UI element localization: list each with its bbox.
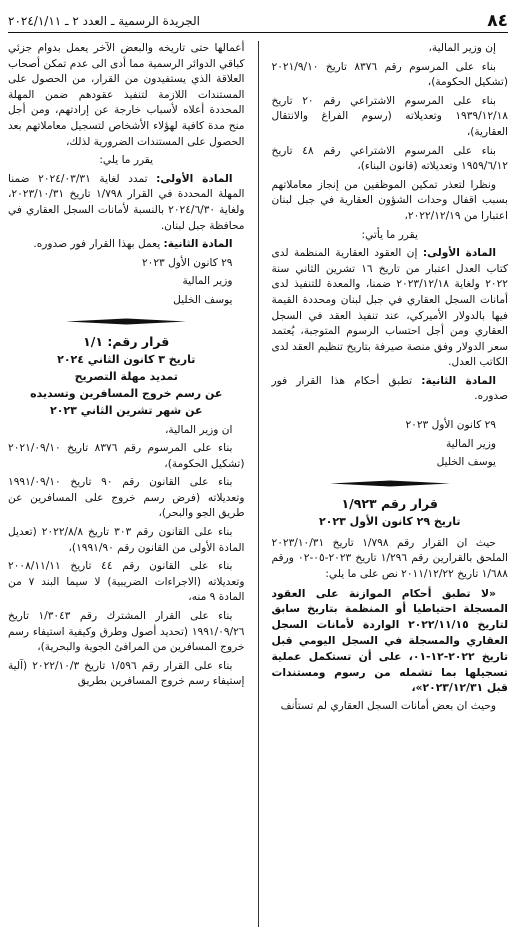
article-label: المادة الأولى: xyxy=(422,247,496,260)
article-label: المادة الثانية: xyxy=(421,374,496,387)
left-column xyxy=(8,41,251,927)
decision-title: قرار رقم ١/٩٢٣ xyxy=(341,495,438,511)
divider-ornament-icon xyxy=(66,318,186,325)
recital: ونظرا لتعذر تمكين الموظفين من إنجاز معاملاتهم بسبب اقفال وحدات الشؤون العقارية في جبل لبنان اعتبارا من ٢٠٢٢/١٢/١٩، xyxy=(271,178,508,222)
right-column xyxy=(266,41,509,927)
decision-date: تاريخ ٣ كانون الثاني ٢٠٢٤ xyxy=(57,352,196,366)
recital: بناء على المرسوم رقم ٨٣٧٦ تاريخ ٢٠٢١/٩/١٠ (تشكيل الحكومة)، xyxy=(271,60,508,89)
article-2 xyxy=(272,374,509,405)
recital: بناء على القانون رقم ٣٠٣ تاريخ ٢٠٢٢/٨/٨ (تعديل المادة الأولى من القانون رقم ١٩٩١/٩٠)، xyxy=(8,526,245,554)
intro-line: إن وزير المالية، xyxy=(428,42,496,54)
decides-line: يقرر ما يلي: xyxy=(99,154,154,167)
recital: بناء على المرسوم الاشتراعي رقم ٤٨ تاريخ ١٩٥٩/٦/١٢ وتعديلاته (قانون البناء)، xyxy=(271,144,508,173)
recital: بناء على القانون رقم ٤٤ تاريخ ٢٠٠٨/١١/١١ وتعديلاته (الاجراءات الضريبية) لا سيما البند ٧ من المادة ٩ منه، xyxy=(8,560,245,604)
article-label: المادة الثانية: xyxy=(163,238,233,251)
article-text: إن العقود العقارية المنظمة لدى كتاب العدل اعتبار من تاريخ ١٦ تشرين الثاني سنة ٢٠٢٢ ولغاية ٢٠٢٣/١٢/١٨ ضمنا، والمعدة للتنفيذ لدى أمانات السجل العقاري في جبل لبنان ومحددة القيمة فيها بالدولار الأميركي، عند تنفيذ العقد في السجل العقاري ومن أجل احتساب الرسوم المتوجبة، يُعتمد سعر الدولار وفق منصة صيرفة بتاريخ تنظيم العقد لدى الكاتب العدل. xyxy=(271,247,508,369)
article-label: المادة الأولى: xyxy=(156,172,233,185)
page-number: ٨٤ xyxy=(487,11,508,31)
article-1 xyxy=(8,172,245,234)
page-header xyxy=(8,6,508,33)
article-text: تطبق أحكام هذا القرار فور صدوره. xyxy=(271,374,508,403)
article-text: يعمل بهذا القرار فور صدوره. xyxy=(33,238,161,251)
article-1 xyxy=(272,246,509,371)
decision-subject: تمديد مهلة التصريح xyxy=(74,369,178,383)
intro-line: ان وزير المالية، xyxy=(164,423,233,436)
signatory-name: يوسف الخليل xyxy=(436,456,496,469)
decision-subject: عن رسم خروج المسافرين وتسديده xyxy=(30,386,223,400)
decides-line: يقرر ما يأتي: xyxy=(361,228,418,241)
section-divider xyxy=(8,315,245,329)
recital: بناء على المرسوم رقم ٨٣٧٦ تاريخ ٢٠٢١/٠٩/١٠ (تشكيل الحكومة)، xyxy=(8,442,245,470)
signatory-office: وزير المالية xyxy=(445,437,496,450)
column-separator xyxy=(258,41,259,927)
recital: بناء على القرار المشترك رقم ١/٣٠٤٣ تاريخ ١٩٩١/٠٩/٢٦ (تحديد أصول وطرق وكيفية استيفاء رسم خروج المسافرين من المرافئ الجوية والبحرية)، xyxy=(8,610,245,654)
section-divider xyxy=(272,477,509,491)
signatory-office: وزير المالية xyxy=(182,275,233,288)
recital: بناء على المرسوم الاشتراعي رقم ٢٠ تاريخ ١٩٣٩/١٢/١٨ وتعديلاته (رسوم الفراغ والانتقال العقارية)، xyxy=(271,94,508,138)
signature-date: ٢٩ كانون الأول ٢٠٢٣ xyxy=(405,419,496,432)
article-2 xyxy=(8,237,245,253)
gazette-issue-line: الجريدة الرسمية ـ العدد ٢ ـ ٢٠٢٤/١/١١ xyxy=(8,14,200,28)
signatory-name: يوسف الخليل xyxy=(173,293,233,306)
recital: بناء على القانون رقم ٩٠ تاريخ ١٩٩١/٠٩/١٠ وتعديلاته (فرض رسم خروج على المسافرين عن طريق الجو والبحر)، xyxy=(8,476,245,520)
continued-paragraph: أعمالها حتى تاريخه والبعض الآخر يعمل بدوام جزئي كباقي الدوائر الرسمية مما أدى الى عدم تمكن أصحاب العلاقة الذي يستفيدون من القرار، من الحصول على المستندات اللازمة لتنفيذ عقودهم ضمن المهلة المحددة أعلاه لأسباب خارجة عن إرادتهم، ومن أجل منح مدة كافية لهؤلاء الأشخاص لتسجيل معاملاتهم بعد الحصول على المستندات الضرورية لذلك، xyxy=(8,42,245,148)
decision-date: تاريخ ٢٩ كانون الأول ٢٠٢٣ xyxy=(318,514,461,528)
whereas-clause: حيث ان القرار رقم ١/٧٩٨ تاريخ ٢٠٢٣/١٠/٣١ الملحق بالقرارين رقم ١/٢٩٦ تاريخ ٢٠٢٣-٠٥-٠٢ ورقم ١/٦٨٨ تاريخ ٢٠١١/١٢/٢٢ نص على ما يلي: xyxy=(271,536,508,581)
recital: بناء على القرار رقم ١/٥٩٦ تاريخ ٢٠٢٢/١٠/٣ (آلية إستيفاء رسم خروج المسافرين بطريق xyxy=(8,659,245,688)
article-text: تمدد لغاية ٢٠٢٤/٠٣/٣١ ضمنا المهلة المحددة في القرار ١/٧٩٨ تاريخ ٢٠٢٣/١٠/٣١، ولغاية ٢٠٢٤/٦/٣٠ بالنسبة لأمانات السجل العقاري في محافظة جبل لبنان. xyxy=(8,172,245,232)
divider-ornament-icon xyxy=(330,480,450,487)
decision-subject: عن شهر تشرين الثاني ٢٠٢٣ xyxy=(50,403,203,417)
quoted-text-block xyxy=(272,586,509,697)
signature-date: ٢٩ كانون الأول ٢٠٢٣ xyxy=(141,256,233,269)
decision-title: قرار رقم: ١/١ xyxy=(83,333,170,349)
two-column-body xyxy=(8,41,508,927)
quoted-provision: «لا تطبق أحكام الموازنة على العقود المسجلة احتياطيا أو المنظمة بتاريخ سابق لتاريخ ٢٠٢٢/١١/١٥ الواردة لأمانات السجل العقاري والمسجلة في السجل اليومي قبل تاريخ ٢٠٢٢-١٢-٠١، على أن تستكمل عملية تسجيلها بما تشمله من رسوم ومستندات قبل ٢٠٢٣/١٢/٣١»، xyxy=(271,586,509,695)
whereas-clause: وحيث ان بعض أمانات السجل العقاري لم تستأنف xyxy=(280,700,496,713)
